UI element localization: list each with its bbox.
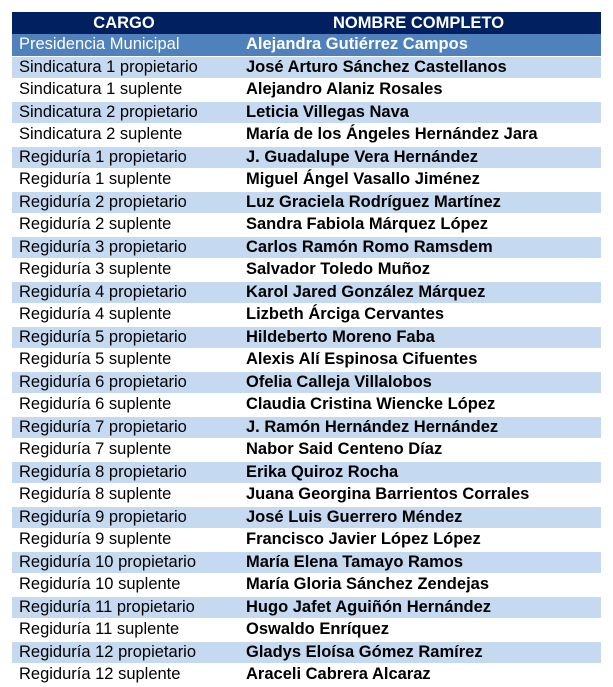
nombre-cell: Sandra Fabiola Márquez López: [236, 214, 601, 237]
nombre-cell: Ofelia Calleja Villalobos: [236, 371, 601, 394]
nombre-cell: Juana Georgina Barrientos Corrales: [236, 484, 601, 507]
nombre-cell: Claudia Cristina Wiencke López: [236, 394, 601, 417]
nombre-cell: Luz Graciela Rodríguez Martínez: [236, 191, 601, 214]
table-row: [12, 56, 601, 79]
nombre-cell: Carlos Ramón Romo Ramsdem: [236, 236, 601, 259]
table-row: [12, 619, 601, 642]
nombre-cell: María Elena Tamayo Ramos: [236, 551, 601, 574]
table-row: [12, 124, 601, 147]
table-row: [12, 304, 601, 327]
nombre-cell: Alejandro Alaniz Rosales: [236, 79, 601, 102]
cargo-cell: Regiduría 10 suplente: [12, 574, 236, 597]
table-row: [12, 259, 601, 282]
nombre-cell: Hildeberto Moreno Faba: [236, 326, 601, 349]
nombre-cell: Salvador Toledo Muñoz: [236, 259, 601, 282]
table-row: [12, 281, 601, 304]
table-row: [12, 371, 601, 394]
cargo-cell: Presidencia Municipal: [12, 34, 236, 56]
table-body: [12, 34, 601, 686]
table-row: [12, 484, 601, 507]
nombre-cell: Francisco Javier López López: [236, 529, 601, 552]
table-row: [12, 214, 601, 237]
cargo-cell: Regiduría 5 propietario: [12, 326, 236, 349]
table-header-row: [12, 12, 601, 34]
nombre-cell: Nabor Said Centeno Díaz: [236, 439, 601, 462]
cargo-cell: Regiduría 7 suplente: [12, 439, 236, 462]
header-nombre: NOMBRE COMPLETO: [236, 12, 601, 34]
table-row: [12, 641, 601, 664]
table-row: [12, 506, 601, 529]
nombre-cell: José Luis Guerrero Méndez: [236, 506, 601, 529]
table-row: [12, 349, 601, 372]
cargo-cell: Regiduría 8 propietario: [12, 461, 236, 484]
cargo-cell: Regiduría 2 propietario: [12, 191, 236, 214]
nombre-cell: María Gloria Sánchez Zendejas: [236, 574, 601, 597]
cargo-cell: Regiduría 11 suplente: [12, 619, 236, 642]
table-row: [12, 551, 601, 574]
cargo-cell: Sindicatura 1 propietario: [12, 56, 236, 79]
nombre-cell: Oswaldo Enríquez: [236, 619, 601, 642]
officials-table-container: [12, 12, 601, 687]
cargo-cell: Regiduría 12 suplente: [12, 664, 236, 687]
cargo-cell: Regiduría 2 suplente: [12, 214, 236, 237]
table-row: [12, 394, 601, 417]
nombre-cell: Leticia Villegas Nava: [236, 101, 601, 124]
cargo-cell: Regiduría 12 propietario: [12, 641, 236, 664]
nombre-cell: Karol Jared González Márquez: [236, 281, 601, 304]
nombre-cell: María de los Ángeles Hernández Jara: [236, 124, 601, 147]
cargo-cell: Regiduría 9 suplente: [12, 529, 236, 552]
cargo-cell: Regiduría 6 suplente: [12, 394, 236, 417]
table-row: [12, 326, 601, 349]
cargo-cell: Sindicatura 1 suplente: [12, 79, 236, 102]
table-row: [12, 596, 601, 619]
table-row: [12, 169, 601, 192]
table-row: [12, 79, 601, 102]
table-row: [12, 146, 601, 169]
nombre-cell: Araceli Cabrera Alcaraz: [236, 664, 601, 687]
cargo-cell: Regiduría 8 suplente: [12, 484, 236, 507]
cargo-cell: Sindicatura 2 suplente: [12, 124, 236, 147]
table-row: [12, 416, 601, 439]
header-cargo: CARGO: [12, 12, 236, 34]
cargo-cell: Regiduría 4 suplente: [12, 304, 236, 327]
cargo-cell: Regiduría 9 propietario: [12, 506, 236, 529]
cargo-cell: Sindicatura 2 propietario: [12, 101, 236, 124]
table-row: [12, 461, 601, 484]
table-row: [12, 236, 601, 259]
cargo-cell: Regiduría 10 propietario: [12, 551, 236, 574]
cargo-cell: Regiduría 7 propietario: [12, 416, 236, 439]
nombre-cell: José Arturo Sánchez Castellanos: [236, 56, 601, 79]
nombre-cell: Erika Quiroz Rocha: [236, 461, 601, 484]
officials-table: [12, 12, 601, 687]
nombre-cell: Lizbeth Árciga Cervantes: [236, 304, 601, 327]
table-row: [12, 191, 601, 214]
nombre-cell: Gladys Eloísa Gómez Ramírez: [236, 641, 601, 664]
table-row: [12, 101, 601, 124]
nombre-cell: Hugo Jafet Aguiñón Hernández: [236, 596, 601, 619]
cargo-cell: Regiduría 3 suplente: [12, 259, 236, 282]
nombre-cell: Alejandra Gutiérrez Campos: [236, 34, 601, 56]
table-row: [12, 529, 601, 552]
cargo-cell: Regiduría 1 suplente: [12, 169, 236, 192]
nombre-cell: Alexis Alí Espinosa Cifuentes: [236, 349, 601, 372]
cargo-cell: Regiduría 1 propietario: [12, 146, 236, 169]
table-row: [12, 664, 601, 687]
cargo-cell: Regiduría 11 propietario: [12, 596, 236, 619]
cargo-cell: Regiduría 3 propietario: [12, 236, 236, 259]
table-row: [12, 574, 601, 597]
cargo-cell: Regiduría 5 suplente: [12, 349, 236, 372]
cargo-cell: Regiduría 4 propietario: [12, 281, 236, 304]
nombre-cell: J. Guadalupe Vera Hernández: [236, 146, 601, 169]
nombre-cell: J. Ramón Hernández Hernández: [236, 416, 601, 439]
table-row: [12, 439, 601, 462]
cargo-cell: Regiduría 6 propietario: [12, 371, 236, 394]
nombre-cell: Miguel Ángel Vasallo Jiménez: [236, 169, 601, 192]
table-row: [12, 34, 601, 56]
